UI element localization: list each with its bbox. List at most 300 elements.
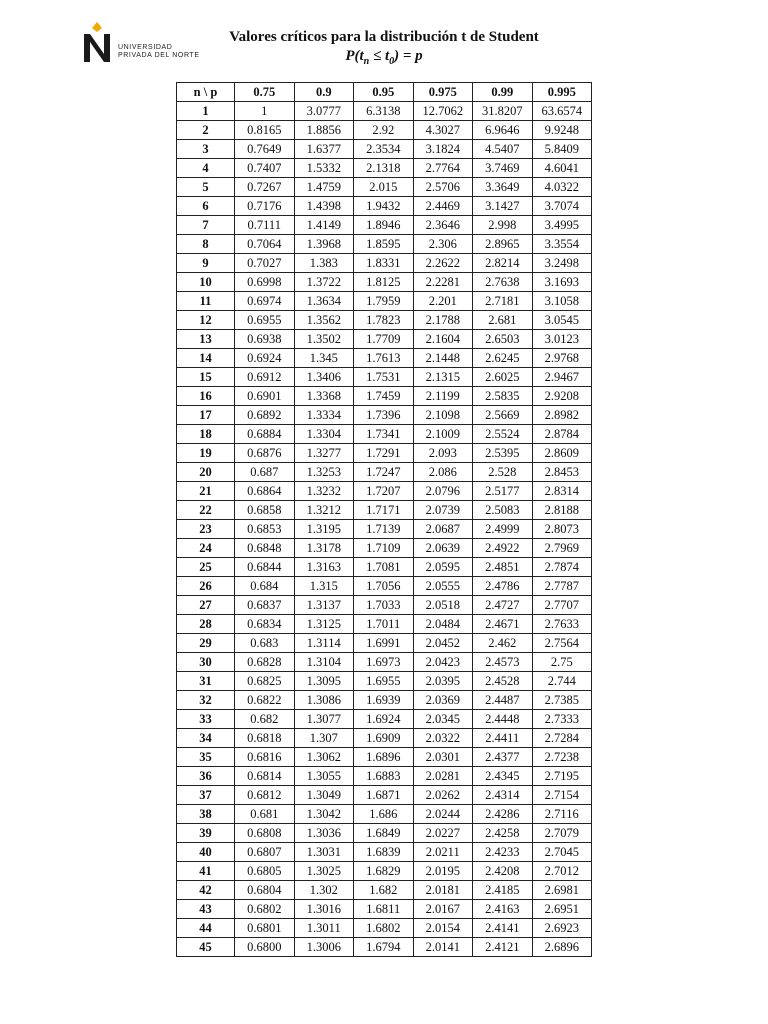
critical-value-cell: 2.7012 bbox=[532, 862, 592, 881]
critical-value-cell: 2.0167 bbox=[413, 900, 473, 919]
critical-value-cell: 2.7564 bbox=[532, 634, 592, 653]
critical-value-cell: 2.7154 bbox=[532, 786, 592, 805]
critical-value-cell: 2.0301 bbox=[413, 748, 473, 767]
table-row bbox=[177, 615, 592, 634]
critical-value-cell: 2.0639 bbox=[413, 539, 473, 558]
critical-value-cell: 1.3055 bbox=[294, 767, 354, 786]
critical-value-cell: 1.7459 bbox=[354, 387, 414, 406]
degrees-of-freedom-cell: 31 bbox=[177, 672, 235, 691]
critical-value-cell: 2.681 bbox=[473, 311, 533, 330]
critical-value-cell: 1.7139 bbox=[354, 520, 414, 539]
critical-value-cell: 0.7267 bbox=[235, 178, 295, 197]
critical-value-cell: 2.8314 bbox=[532, 482, 592, 501]
degrees-of-freedom-cell: 44 bbox=[177, 919, 235, 938]
critical-value-cell: 2.5524 bbox=[473, 425, 533, 444]
critical-value-cell: 1.7109 bbox=[354, 539, 414, 558]
critical-value-cell: 2.7238 bbox=[532, 748, 592, 767]
critical-value-cell: 2.75 bbox=[532, 653, 592, 672]
degrees-of-freedom-cell: 30 bbox=[177, 653, 235, 672]
critical-value-cell: 0.6804 bbox=[235, 881, 295, 900]
table-row bbox=[177, 482, 592, 501]
critical-value-cell: 1.3114 bbox=[294, 634, 354, 653]
table-row bbox=[177, 881, 592, 900]
critical-value-cell: 0.8165 bbox=[235, 121, 295, 140]
critical-value-cell: 2.4185 bbox=[473, 881, 533, 900]
critical-value-cell: 1.3722 bbox=[294, 273, 354, 292]
critical-value-cell: 1.3368 bbox=[294, 387, 354, 406]
critical-value-cell: 2.0484 bbox=[413, 615, 473, 634]
critical-value-cell: 2.0181 bbox=[413, 881, 473, 900]
critical-value-cell: 3.1427 bbox=[473, 197, 533, 216]
critical-value-cell: 1.6896 bbox=[354, 748, 414, 767]
critical-value-cell: 1.8125 bbox=[354, 273, 414, 292]
critical-value-cell: 2.6503 bbox=[473, 330, 533, 349]
critical-value-cell: 1.6829 bbox=[354, 862, 414, 881]
table-row bbox=[177, 577, 592, 596]
table-body bbox=[177, 102, 592, 957]
critical-value-cell: 2.201 bbox=[413, 292, 473, 311]
critical-value-cell: 2.0244 bbox=[413, 805, 473, 824]
critical-value-cell: 3.3649 bbox=[473, 178, 533, 197]
critical-value-cell: 2.4208 bbox=[473, 862, 533, 881]
critical-value-cell: 2.4727 bbox=[473, 596, 533, 615]
critical-value-cell: 2.462 bbox=[473, 634, 533, 653]
critical-value-cell: 2.3646 bbox=[413, 216, 473, 235]
critical-value-cell: 1.686 bbox=[354, 805, 414, 824]
critical-value-cell: 1.302 bbox=[294, 881, 354, 900]
critical-value-cell: 2.2281 bbox=[413, 273, 473, 292]
degrees-of-freedom-cell: 26 bbox=[177, 577, 235, 596]
column-header: 0.99 bbox=[473, 83, 533, 102]
critical-value-cell: 1.3031 bbox=[294, 843, 354, 862]
critical-value-cell: 2.8214 bbox=[473, 254, 533, 273]
critical-value-cell: 1.7081 bbox=[354, 558, 414, 577]
critical-value-cell: 2.4258 bbox=[473, 824, 533, 843]
degrees-of-freedom-cell: 17 bbox=[177, 406, 235, 425]
critical-value-cell: 1.3104 bbox=[294, 653, 354, 672]
critical-value-cell: 1.7959 bbox=[354, 292, 414, 311]
critical-value-cell: 2.6245 bbox=[473, 349, 533, 368]
critical-value-cell: 2.8453 bbox=[532, 463, 592, 482]
header-row bbox=[177, 83, 592, 102]
critical-value-cell: 1.8331 bbox=[354, 254, 414, 273]
critical-value-cell: 2.7874 bbox=[532, 558, 592, 577]
critical-value-cell: 2.0322 bbox=[413, 729, 473, 748]
critical-value-cell: 63.6574 bbox=[532, 102, 592, 121]
critical-value-cell: 1.6377 bbox=[294, 140, 354, 159]
critical-value-cell: 2.4411 bbox=[473, 729, 533, 748]
critical-value-cell: 2.4345 bbox=[473, 767, 533, 786]
critical-value-cell: 2.7284 bbox=[532, 729, 592, 748]
table-row bbox=[177, 273, 592, 292]
critical-value-cell: 2.7633 bbox=[532, 615, 592, 634]
critical-value-cell: 1.8856 bbox=[294, 121, 354, 140]
critical-value-cell: 1.3137 bbox=[294, 596, 354, 615]
critical-value-cell: 2.4163 bbox=[473, 900, 533, 919]
critical-value-cell: 1.7011 bbox=[354, 615, 414, 634]
critical-value-cell: 1.3006 bbox=[294, 938, 354, 957]
critical-value-cell: 0.6848 bbox=[235, 539, 295, 558]
critical-value-cell: 2.8609 bbox=[532, 444, 592, 463]
column-header: 0.95 bbox=[354, 83, 414, 102]
degrees-of-freedom-cell: 35 bbox=[177, 748, 235, 767]
degrees-of-freedom-cell: 15 bbox=[177, 368, 235, 387]
critical-value-cell: 2.92 bbox=[354, 121, 414, 140]
critical-value-cell: 0.6901 bbox=[235, 387, 295, 406]
critical-value-cell: 1.8595 bbox=[354, 235, 414, 254]
probability-formula bbox=[200, 46, 568, 72]
degrees-of-freedom-cell: 36 bbox=[177, 767, 235, 786]
degrees-of-freedom-cell: 14 bbox=[177, 349, 235, 368]
degrees-of-freedom-cell: 5 bbox=[177, 178, 235, 197]
critical-value-cell: 2.306 bbox=[413, 235, 473, 254]
table-row bbox=[177, 330, 592, 349]
critical-value-cell: 2.7333 bbox=[532, 710, 592, 729]
table-row bbox=[177, 767, 592, 786]
critical-value-cell: 2.8073 bbox=[532, 520, 592, 539]
critical-value-cell: 2.0595 bbox=[413, 558, 473, 577]
critical-value-cell: 2.0423 bbox=[413, 653, 473, 672]
critical-value-cell: 2.015 bbox=[354, 178, 414, 197]
degrees-of-freedom-cell: 28 bbox=[177, 615, 235, 634]
critical-value-cell: 3.1058 bbox=[532, 292, 592, 311]
degrees-of-freedom-cell: 13 bbox=[177, 330, 235, 349]
degrees-of-freedom-cell: 3 bbox=[177, 140, 235, 159]
table-row bbox=[177, 748, 592, 767]
critical-value-cell: 4.5407 bbox=[473, 140, 533, 159]
critical-value-cell: 2.6981 bbox=[532, 881, 592, 900]
critical-value-cell: 2.4141 bbox=[473, 919, 533, 938]
critical-value-cell: 2.1604 bbox=[413, 330, 473, 349]
critical-value-cell: 1.3062 bbox=[294, 748, 354, 767]
critical-value-cell: 1.3025 bbox=[294, 862, 354, 881]
critical-value-cell: 2.744 bbox=[532, 672, 592, 691]
table-row bbox=[177, 805, 592, 824]
critical-value-cell: 1.6991 bbox=[354, 634, 414, 653]
degrees-of-freedom-cell: 2 bbox=[177, 121, 235, 140]
table-row bbox=[177, 862, 592, 881]
critical-value-cell: 3.2498 bbox=[532, 254, 592, 273]
critical-value-cell: 2.998 bbox=[473, 216, 533, 235]
critical-value-cell: 1.7396 bbox=[354, 406, 414, 425]
critical-value-cell: 3.0777 bbox=[294, 102, 354, 121]
critical-value-cell: 1.6883 bbox=[354, 767, 414, 786]
degrees-of-freedom-cell: 4 bbox=[177, 159, 235, 178]
table-row bbox=[177, 140, 592, 159]
critical-value-cell: 2.8982 bbox=[532, 406, 592, 425]
critical-value-cell: 0.6884 bbox=[235, 425, 295, 444]
formula-middle: ≤ t bbox=[369, 48, 390, 64]
critical-value-cell: 0.7027 bbox=[235, 254, 295, 273]
critical-value-cell: 1.6794 bbox=[354, 938, 414, 957]
logo-line-2: PRIVADA DEL NORTE bbox=[118, 52, 200, 59]
critical-value-cell: 1.3036 bbox=[294, 824, 354, 843]
critical-value-cell: 0.6974 bbox=[235, 292, 295, 311]
formula-sub-0: 0 bbox=[389, 56, 395, 67]
critical-value-cell: 2.4786 bbox=[473, 577, 533, 596]
upn-logo-icon bbox=[80, 20, 114, 64]
critical-value-cell: 1.7823 bbox=[354, 311, 414, 330]
critical-value-cell: 1.3016 bbox=[294, 900, 354, 919]
critical-value-cell: 2.8188 bbox=[532, 501, 592, 520]
critical-value-cell: 2.4377 bbox=[473, 748, 533, 767]
critical-value-cell: 0.7111 bbox=[235, 216, 295, 235]
table-row bbox=[177, 539, 592, 558]
critical-value-cell: 1.6871 bbox=[354, 786, 414, 805]
table-row bbox=[177, 387, 592, 406]
critical-value-cell: 0.6825 bbox=[235, 672, 295, 691]
critical-value-cell: 3.7469 bbox=[473, 159, 533, 178]
critical-value-cell: 1.9432 bbox=[354, 197, 414, 216]
critical-value-cell: 2.0345 bbox=[413, 710, 473, 729]
critical-value-cell: 0.6802 bbox=[235, 900, 295, 919]
critical-value-cell: 3.4995 bbox=[532, 216, 592, 235]
critical-value-cell: 1.3195 bbox=[294, 520, 354, 539]
critical-value-cell: 1 bbox=[235, 102, 295, 121]
column-header: 0.975 bbox=[413, 83, 473, 102]
critical-value-cell: 2.0281 bbox=[413, 767, 473, 786]
critical-value-cell: 2.093 bbox=[413, 444, 473, 463]
critical-value-cell: 2.7969 bbox=[532, 539, 592, 558]
critical-value-cell: 2.5835 bbox=[473, 387, 533, 406]
degrees-of-freedom-cell: 45 bbox=[177, 938, 235, 957]
critical-value-cell: 1.3253 bbox=[294, 463, 354, 482]
table-row bbox=[177, 406, 592, 425]
degrees-of-freedom-cell: 42 bbox=[177, 881, 235, 900]
degrees-of-freedom-cell: 27 bbox=[177, 596, 235, 615]
table-row bbox=[177, 311, 592, 330]
critical-value-cell: 1.7171 bbox=[354, 501, 414, 520]
critical-value-cell: 1.7207 bbox=[354, 482, 414, 501]
table-row bbox=[177, 102, 592, 121]
critical-value-cell: 6.9646 bbox=[473, 121, 533, 140]
critical-value-cell: 1.6849 bbox=[354, 824, 414, 843]
table-row bbox=[177, 216, 592, 235]
critical-value-cell: 2.4314 bbox=[473, 786, 533, 805]
t-distribution-table bbox=[176, 82, 592, 957]
critical-value-cell: 2.7195 bbox=[532, 767, 592, 786]
critical-value-cell: 2.7079 bbox=[532, 824, 592, 843]
critical-value-cell: 1.7033 bbox=[354, 596, 414, 615]
critical-value-cell: 1.7341 bbox=[354, 425, 414, 444]
critical-value-cell: 3.3554 bbox=[532, 235, 592, 254]
critical-value-cell: 1.682 bbox=[354, 881, 414, 900]
critical-value-cell: 2.4469 bbox=[413, 197, 473, 216]
critical-value-cell: 2.1448 bbox=[413, 349, 473, 368]
critical-value-cell: 12.7062 bbox=[413, 102, 473, 121]
critical-value-cell: 0.6912 bbox=[235, 368, 295, 387]
degrees-of-freedom-cell: 24 bbox=[177, 539, 235, 558]
critical-value-cell: 1.3562 bbox=[294, 311, 354, 330]
critical-value-cell: 2.4851 bbox=[473, 558, 533, 577]
critical-value-cell: 2.4448 bbox=[473, 710, 533, 729]
critical-value-cell: 0.6808 bbox=[235, 824, 295, 843]
critical-value-cell: 2.7787 bbox=[532, 577, 592, 596]
critical-value-cell: 1.6924 bbox=[354, 710, 414, 729]
critical-value-cell: 6.3138 bbox=[354, 102, 414, 121]
critical-value-cell: 1.3334 bbox=[294, 406, 354, 425]
table-row bbox=[177, 178, 592, 197]
critical-value-cell: 1.3125 bbox=[294, 615, 354, 634]
degrees-of-freedom-cell: 21 bbox=[177, 482, 235, 501]
degrees-of-freedom-cell: 29 bbox=[177, 634, 235, 653]
critical-value-cell: 1.7056 bbox=[354, 577, 414, 596]
critical-value-cell: 1.3086 bbox=[294, 691, 354, 710]
critical-value-cell: 1.7247 bbox=[354, 463, 414, 482]
table-row bbox=[177, 501, 592, 520]
formula-open: P(t bbox=[345, 48, 364, 64]
critical-value-cell: 0.6924 bbox=[235, 349, 295, 368]
column-header: 0.995 bbox=[532, 83, 592, 102]
critical-value-cell: 2.0141 bbox=[413, 938, 473, 957]
degrees-of-freedom-cell: 19 bbox=[177, 444, 235, 463]
degrees-of-freedom-cell: 11 bbox=[177, 292, 235, 311]
critical-value-cell: 0.6938 bbox=[235, 330, 295, 349]
critical-value-cell: 2.5177 bbox=[473, 482, 533, 501]
formula-close: ) = p bbox=[394, 48, 423, 64]
table-row bbox=[177, 786, 592, 805]
critical-value-cell: 0.681 bbox=[235, 805, 295, 824]
degrees-of-freedom-cell: 40 bbox=[177, 843, 235, 862]
table-row bbox=[177, 729, 592, 748]
critical-value-cell: 0.6864 bbox=[235, 482, 295, 501]
critical-value-cell: 0.7064 bbox=[235, 235, 295, 254]
critical-value-cell: 1.3011 bbox=[294, 919, 354, 938]
critical-value-cell: 9.9248 bbox=[532, 121, 592, 140]
degrees-of-freedom-cell: 16 bbox=[177, 387, 235, 406]
critical-value-cell: 1.4398 bbox=[294, 197, 354, 216]
table-row bbox=[177, 292, 592, 311]
critical-value-cell: 2.1199 bbox=[413, 387, 473, 406]
table-row bbox=[177, 672, 592, 691]
page-title: Valores críticos para la distribución t de Student bbox=[229, 29, 539, 45]
table-row bbox=[177, 463, 592, 482]
table-row bbox=[177, 634, 592, 653]
critical-value-cell: 1.4149 bbox=[294, 216, 354, 235]
table-row bbox=[177, 843, 592, 862]
critical-value-cell: 2.0395 bbox=[413, 672, 473, 691]
critical-value-cell: 1.6839 bbox=[354, 843, 414, 862]
critical-value-cell: 2.6025 bbox=[473, 368, 533, 387]
critical-value-cell: 31.8207 bbox=[473, 102, 533, 121]
critical-value-cell: 0.6834 bbox=[235, 615, 295, 634]
critical-value-cell: 0.6998 bbox=[235, 273, 295, 292]
critical-value-cell: 0.6858 bbox=[235, 501, 295, 520]
critical-value-cell: 2.6951 bbox=[532, 900, 592, 919]
critical-value-cell: 1.3277 bbox=[294, 444, 354, 463]
formula-sub-n: n bbox=[363, 56, 370, 67]
degrees-of-freedom-cell: 6 bbox=[177, 197, 235, 216]
degrees-of-freedom-cell: 41 bbox=[177, 862, 235, 881]
degrees-of-freedom-cell: 12 bbox=[177, 311, 235, 330]
column-header: 0.9 bbox=[294, 83, 354, 102]
degrees-of-freedom-cell: 43 bbox=[177, 900, 235, 919]
table-row bbox=[177, 254, 592, 273]
table-row bbox=[177, 349, 592, 368]
critical-value-cell: 1.6811 bbox=[354, 900, 414, 919]
critical-value-cell: 2.6923 bbox=[532, 919, 592, 938]
degrees-of-freedom-cell: 20 bbox=[177, 463, 235, 482]
critical-value-cell: 0.6818 bbox=[235, 729, 295, 748]
critical-value-cell: 1.3304 bbox=[294, 425, 354, 444]
critical-value-cell: 5.8409 bbox=[532, 140, 592, 159]
critical-value-cell: 2.4671 bbox=[473, 615, 533, 634]
degrees-of-freedom-cell: 1 bbox=[177, 102, 235, 121]
critical-value-cell: 1.3634 bbox=[294, 292, 354, 311]
critical-value-cell: 1.3406 bbox=[294, 368, 354, 387]
corner-header: n \ p bbox=[177, 83, 235, 102]
critical-value-cell: 2.4573 bbox=[473, 653, 533, 672]
critical-value-cell: 1.315 bbox=[294, 577, 354, 596]
degrees-of-freedom-cell: 37 bbox=[177, 786, 235, 805]
degrees-of-freedom-cell: 39 bbox=[177, 824, 235, 843]
table-row bbox=[177, 558, 592, 577]
critical-value-cell: 1.6955 bbox=[354, 672, 414, 691]
critical-value-cell: 3.1693 bbox=[532, 273, 592, 292]
column-header: 0.75 bbox=[235, 83, 295, 102]
critical-value-cell: 2.7045 bbox=[532, 843, 592, 862]
critical-value-cell: 3.0545 bbox=[532, 311, 592, 330]
critical-value-cell: 1.3049 bbox=[294, 786, 354, 805]
degrees-of-freedom-cell: 18 bbox=[177, 425, 235, 444]
degrees-of-freedom-cell: 38 bbox=[177, 805, 235, 824]
critical-value-cell: 2.9467 bbox=[532, 368, 592, 387]
critical-value-cell: 1.3968 bbox=[294, 235, 354, 254]
critical-value-cell: 1.6802 bbox=[354, 919, 414, 938]
university-logo bbox=[80, 20, 210, 64]
critical-value-cell: 2.1315 bbox=[413, 368, 473, 387]
critical-value-cell: 0.6837 bbox=[235, 596, 295, 615]
critical-value-cell: 1.5332 bbox=[294, 159, 354, 178]
critical-value-cell: 3.7074 bbox=[532, 197, 592, 216]
critical-value-cell: 2.3534 bbox=[354, 140, 414, 159]
table-row bbox=[177, 425, 592, 444]
critical-value-cell: 0.6822 bbox=[235, 691, 295, 710]
critical-value-cell: 2.8965 bbox=[473, 235, 533, 254]
critical-value-cell: 1.3042 bbox=[294, 805, 354, 824]
critical-value-cell: 2.4233 bbox=[473, 843, 533, 862]
critical-value-cell: 1.8946 bbox=[354, 216, 414, 235]
critical-value-cell: 2.9768 bbox=[532, 349, 592, 368]
critical-value-cell: 2.0195 bbox=[413, 862, 473, 881]
critical-value-cell: 2.0796 bbox=[413, 482, 473, 501]
degrees-of-freedom-cell: 23 bbox=[177, 520, 235, 539]
table-row bbox=[177, 520, 592, 539]
table-row bbox=[177, 938, 592, 957]
critical-value-cell: 4.0322 bbox=[532, 178, 592, 197]
table-row bbox=[177, 159, 592, 178]
table-row bbox=[177, 824, 592, 843]
critical-value-cell: 0.7407 bbox=[235, 159, 295, 178]
degrees-of-freedom-cell: 9 bbox=[177, 254, 235, 273]
critical-value-cell: 2.5706 bbox=[413, 178, 473, 197]
critical-value-cell: 0.687 bbox=[235, 463, 295, 482]
critical-value-cell: 0.7176 bbox=[235, 197, 295, 216]
logo-line-1: UNIVERSIDAD bbox=[118, 44, 173, 51]
table-row bbox=[177, 235, 592, 254]
critical-value-cell: 1.307 bbox=[294, 729, 354, 748]
critical-value-cell: 0.6844 bbox=[235, 558, 295, 577]
critical-value-cell: 0.6828 bbox=[235, 653, 295, 672]
critical-value-cell: 2.9208 bbox=[532, 387, 592, 406]
critical-value-cell: 1.6909 bbox=[354, 729, 414, 748]
critical-value-cell: 2.4121 bbox=[473, 938, 533, 957]
critical-value-cell: 2.0739 bbox=[413, 501, 473, 520]
table-row bbox=[177, 691, 592, 710]
table-row bbox=[177, 197, 592, 216]
critical-value-cell: 1.383 bbox=[294, 254, 354, 273]
critical-value-cell: 1.3212 bbox=[294, 501, 354, 520]
